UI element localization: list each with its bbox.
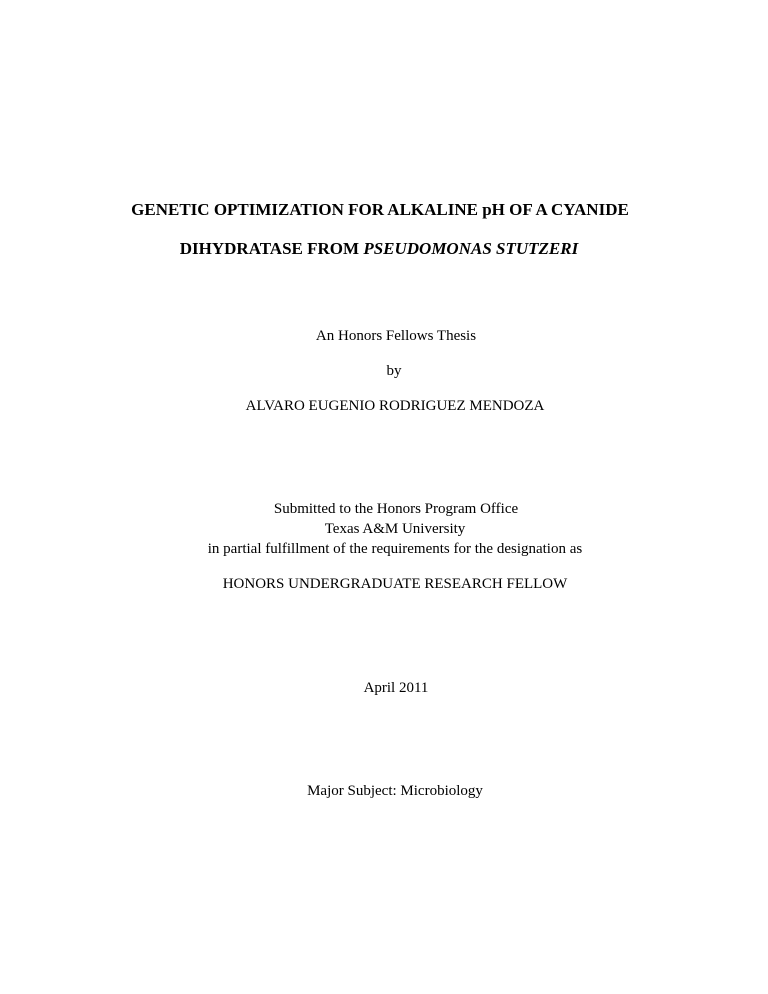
thesis-type: An Honors Fellows Thesis: [315, 328, 477, 344]
submission-office: Submitted to the Honors Program Office: [273, 501, 519, 517]
university-name: Texas A&M University: [324, 521, 466, 537]
designation: HONORS UNDERGRADUATE RESEARCH FELLOW: [222, 576, 568, 592]
author-name: ALVARO EUGENIO RODRIGUEZ MENDOZA: [245, 398, 545, 414]
thesis-title-line-2: [0, 240, 763, 257]
thesis-title-line-1: GENETIC OPTIMIZATION FOR ALKALINE pH OF A CYANIDE: [131, 200, 629, 219]
submission-date: April 2011: [363, 680, 429, 696]
thesis-title-line-2-prefix: DIHYDRATASE FROM: [179, 239, 364, 258]
by-label: by: [386, 363, 402, 379]
major-subject: Major Subject: Microbiology: [307, 783, 483, 799]
fulfillment-statement: in partial fulfillment of the requirements for the designation as: [207, 541, 583, 557]
thesis-title-organism-name: PSEUDOMONAS STUTZERI: [363, 239, 579, 258]
